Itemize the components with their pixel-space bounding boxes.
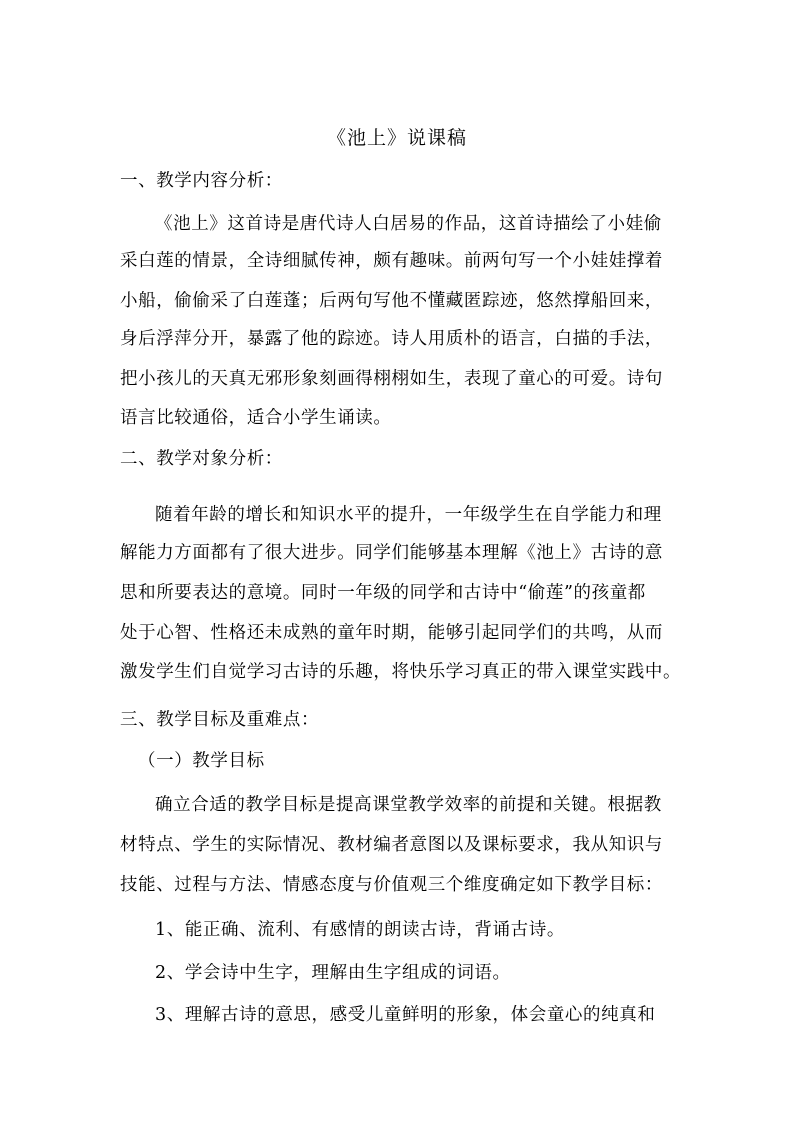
paragraph-line: 采白莲的情景，全诗细腻传神，颇有趣味。前两句写一个小娃娃撑着 [120,251,663,271]
paragraph-line: 语言比较通俗，适合小学生诵读。 [120,408,392,428]
paragraph-line: 材特点、学生的实际情况、教材编者意图以及课标要求，我从知识与 [120,835,663,855]
paragraph-line: 技能、过程与方法、情感态度与价值观三个维度确定如下教学目标： [120,875,663,895]
paragraph-line: 身后浮萍分开，暴露了他的踪迹。诗人用质朴的语言，白描的手法， [120,329,663,349]
section-heading-2: 二、教学对象分析： [120,449,283,469]
list-item: 3、理解古诗的意思，感受儿童鲜明的形象，体会童心的纯真和 [155,1005,656,1025]
section-heading-1: 一、教学内容分析： [120,171,283,191]
list-item: 2、学会诗中生字，理解由生字组成的词语。 [155,963,511,983]
paragraph-line: 处于心智、性格还未成熟的童年时期，能够引起同学们的共鸣，从而 [120,623,663,643]
paragraph-line: 激发学生们自觉学习古诗的乐趣，将快乐学习真正的带入课堂实践中。 [120,662,682,682]
paragraph-line: 小船，偷偷采了白莲蓬；后两句写他不懂藏匿踪迹，悠然撑船回来， [120,291,663,311]
document-title: 《池上》说课稿 [326,127,467,149]
paragraph-line: 把小孩儿的天真无邪形象刻画得栩栩如生，表现了童心的可爱。诗句 [120,369,663,389]
paragraph-line: 《池上》这首诗是唐代诗人白居易的作品，这首诗描绘了小娃偷 [155,214,662,234]
paragraph-line: 思和所要表达的意境。同时一年级的同学和古诗中“偷莲”的孩童都 [120,583,646,603]
subsection-heading: （一）教学目标 [138,751,265,771]
list-item: 1、能正确、流利、有感情的朗读古诗，背诵古诗。 [155,920,565,940]
paragraph-line: 随着年龄的增长和知识水平的提升，一年级学生在自学能力和理 [155,505,662,525]
paragraph-line: 确立合适的教学目标是提高课堂教学效率的前提和关键。根据教 [155,795,662,815]
section-heading-3: 三、教学目标及重难点： [120,710,320,730]
paragraph-line: 解能力方面都有了很大进步。同学们能够基本理解《池上》古诗的意 [120,543,663,563]
